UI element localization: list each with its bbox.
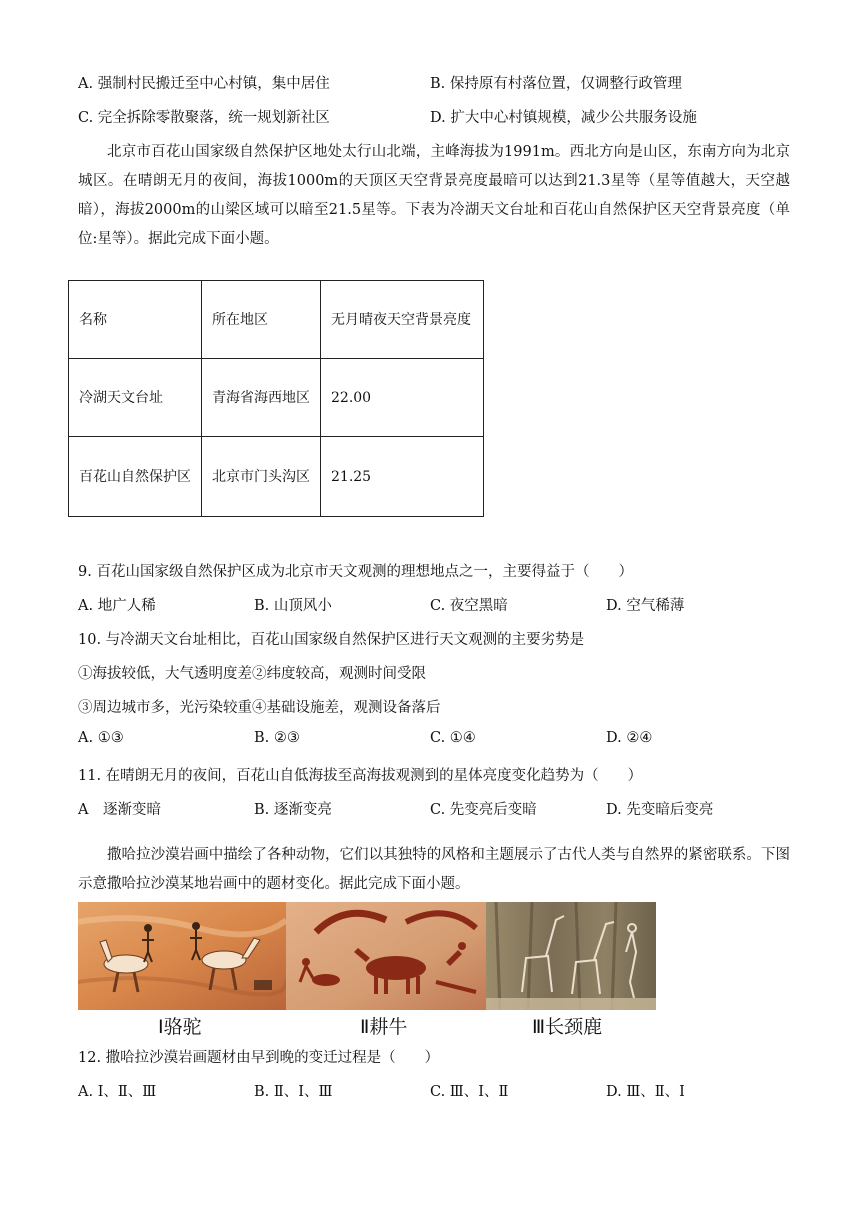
option-B[interactable]: B. 保持原有村落位置，仅调整行政管理	[430, 76, 682, 92]
camel-rock-art-image	[78, 902, 286, 1010]
table-header: 无月晴夜天空背景亮度	[321, 281, 484, 359]
sky-brightness-table	[68, 280, 484, 517]
q12-option-D[interactable]: D. Ⅲ、Ⅱ、Ⅰ	[606, 1084, 685, 1100]
question-10-stem: 10. 与冷湖天文台址相比，百花山国家级自然保护区进行天文观测的主要劣势是	[78, 632, 585, 648]
q11-option-D[interactable]: D. 先变暗后变亮	[606, 802, 714, 818]
q12-option-B[interactable]: B. Ⅱ、Ⅰ、Ⅲ	[254, 1084, 333, 1100]
q12-option-A[interactable]: A. Ⅰ、Ⅱ、Ⅲ	[78, 1084, 157, 1100]
q11-option-B[interactable]: B. 逐渐变亮	[254, 802, 332, 818]
table-row	[69, 437, 484, 517]
q10-option-C[interactable]: C. ①④	[430, 730, 476, 746]
q9-option-D[interactable]: D. 空气稀薄	[606, 598, 685, 614]
table-header: 名称	[69, 281, 202, 359]
q10-option-A[interactable]: A. ①③	[78, 730, 124, 746]
q11-option-A[interactable]: A 逐渐变暗	[78, 802, 161, 818]
passage-rock-art: 撒哈拉沙漠岩画中描绘了各种动物，它们以其独特的风格和主题展示了古代人类与自然界的紧密联系。下图示意撒哈拉沙漠某地岩画中的题材变化。据此完成下面小题。	[78, 847, 790, 892]
option-D[interactable]: D. 扩大中心村镇规模，减少公共服务设施	[430, 110, 697, 126]
table-cell: 青海省海西地区	[202, 359, 321, 437]
q11-option-C[interactable]: C. 先变亮后变暗	[430, 802, 537, 818]
table-row	[69, 359, 484, 437]
q9-option-B[interactable]: B. 山顶风小	[254, 598, 332, 614]
giraffe-rock-art-image	[486, 902, 656, 1010]
q12-option-C[interactable]: C. Ⅲ、Ⅰ、Ⅱ	[430, 1084, 509, 1100]
table-cell: 北京市门头沟区	[202, 437, 321, 517]
q10-option-D[interactable]: D. ②④	[606, 730, 653, 746]
q10-statements: ①海拔较低，大气透明度差②纬度较高，观测时间受限	[78, 666, 426, 682]
q9-option-C[interactable]: C. 夜空黑暗	[430, 598, 508, 614]
q10-option-B[interactable]: B. ②③	[254, 730, 300, 746]
question-12-stem: 12. 撒哈拉沙漠岩画题材由早到晚的变迁过程是（ ）	[78, 1050, 440, 1066]
q9-option-A[interactable]: A. 地广人稀	[78, 598, 156, 614]
cattle-rock-art-image	[286, 902, 486, 1010]
option-C[interactable]: C. 完全拆除零散聚落，统一规划新社区	[78, 110, 330, 126]
question-11-stem: 11. 在晴朗无月的夜间，百花山自低海拔至高海拔观测到的星体亮度变化趋势为（ ）	[78, 768, 643, 784]
passage-stargazing: 北京市百花山国家级自然保护区地处太行山北端，主峰海拔为1991m。西北方向是山区，东南方向为北京城区。在晴朗无月的夜间，海拔1000m的天顶区天空背景亮度最暗可以达到21.3星等（星等值越大，天空越暗），海拔2000m的山梁区域可以暗至21.5星等。下表为冷湖天文台址和百花山自然保护区天空背景亮度（单位:星等）。据此完成下面小题。	[78, 144, 790, 247]
image-caption-1: Ⅰ骆驼	[158, 1016, 202, 1038]
table-cell: 百花山自然保护区	[69, 437, 202, 517]
table-header: 所在地区	[202, 281, 321, 359]
q10-statements: ③周边城市多，光污染较重④基础设施差，观测设备落后	[78, 700, 441, 716]
table-cell: 21.25	[321, 437, 484, 517]
table-cell: 22.00	[321, 359, 484, 437]
image-caption-3: Ⅲ长颈鹿	[532, 1016, 603, 1038]
question-9-stem: 9. 百花山国家级自然保护区成为北京市天文观测的理想地点之一，主要得益于（ ）	[78, 564, 633, 580]
table-header-row	[69, 281, 484, 359]
image-caption-2: Ⅱ耕牛	[360, 1016, 408, 1038]
table-cell: 冷湖天文台址	[69, 359, 202, 437]
option-A[interactable]: A. 强制村民搬迁至中心村镇，集中居住	[78, 76, 330, 92]
